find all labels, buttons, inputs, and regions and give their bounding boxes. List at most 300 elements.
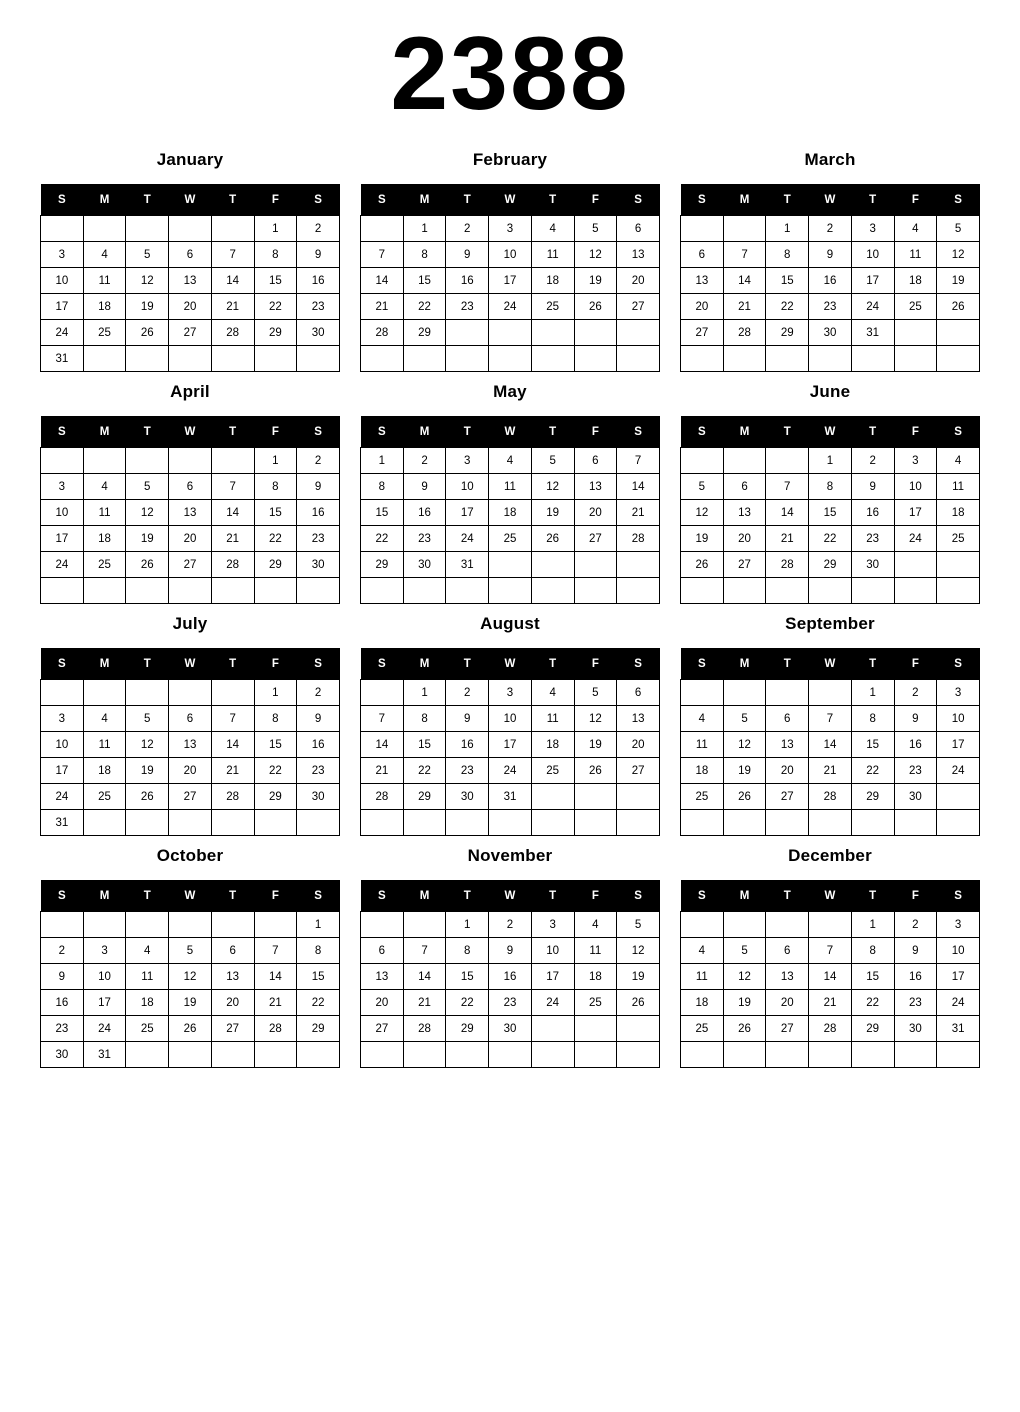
day-cell[interactable]: 24 [937,758,980,784]
day-cell[interactable]: 26 [937,294,980,320]
day-cell[interactable]: 29 [766,320,809,346]
day-cell[interactable]: 17 [531,964,574,990]
day-cell[interactable]: 11 [681,964,724,990]
day-cell[interactable]: 8 [766,242,809,268]
day-cell[interactable]: 22 [851,758,894,784]
day-cell[interactable]: 20 [723,526,766,552]
day-cell[interactable]: 1 [446,912,489,938]
day-cell[interactable]: 3 [937,912,980,938]
day-cell[interactable]: 3 [83,938,126,964]
day-cell[interactable]: 25 [531,294,574,320]
day-cell[interactable]: 17 [41,758,84,784]
day-cell[interactable]: 10 [937,706,980,732]
day-cell[interactable]: 28 [403,1016,446,1042]
day-cell[interactable]: 13 [211,964,254,990]
day-cell[interactable]: 28 [361,784,404,810]
day-cell[interactable]: 3 [489,216,532,242]
day-cell[interactable]: 16 [894,732,937,758]
day-cell[interactable]: 30 [446,784,489,810]
day-cell[interactable]: 20 [211,990,254,1016]
day-cell[interactable]: 10 [851,242,894,268]
day-cell[interactable]: 16 [894,964,937,990]
day-cell[interactable]: 4 [937,448,980,474]
day-cell[interactable]: 26 [681,552,724,578]
day-cell[interactable]: 18 [83,758,126,784]
day-cell[interactable]: 15 [403,268,446,294]
day-cell[interactable]: 5 [574,680,617,706]
day-cell[interactable]: 25 [126,1016,169,1042]
day-cell[interactable]: 4 [83,706,126,732]
day-cell[interactable]: 22 [446,990,489,1016]
day-cell[interactable]: 15 [851,964,894,990]
day-cell[interactable]: 16 [809,268,852,294]
day-cell[interactable]: 3 [489,680,532,706]
day-cell[interactable]: 6 [169,706,212,732]
day-cell[interactable]: 18 [83,294,126,320]
day-cell[interactable]: 16 [851,500,894,526]
day-cell[interactable]: 14 [809,732,852,758]
day-cell[interactable]: 1 [254,448,297,474]
day-cell[interactable]: 26 [574,758,617,784]
day-cell[interactable]: 12 [574,706,617,732]
day-cell[interactable]: 25 [83,320,126,346]
day-cell[interactable]: 12 [126,500,169,526]
day-cell[interactable]: 23 [297,758,340,784]
day-cell[interactable]: 18 [937,500,980,526]
day-cell[interactable]: 6 [723,474,766,500]
day-cell[interactable]: 11 [83,500,126,526]
day-cell[interactable]: 27 [169,320,212,346]
day-cell[interactable]: 19 [126,526,169,552]
day-cell[interactable]: 19 [531,500,574,526]
day-cell[interactable]: 8 [254,474,297,500]
day-cell[interactable]: 14 [766,500,809,526]
day-cell[interactable]: 11 [894,242,937,268]
day-cell[interactable]: 5 [126,242,169,268]
day-cell[interactable]: 3 [41,706,84,732]
day-cell[interactable]: 21 [254,990,297,1016]
day-cell[interactable]: 15 [403,732,446,758]
day-cell[interactable]: 25 [531,758,574,784]
day-cell[interactable]: 4 [681,938,724,964]
day-cell[interactable]: 27 [766,784,809,810]
day-cell[interactable]: 18 [83,526,126,552]
day-cell[interactable]: 14 [211,268,254,294]
day-cell[interactable]: 11 [937,474,980,500]
day-cell[interactable]: 27 [617,294,660,320]
day-cell[interactable]: 30 [894,1016,937,1042]
day-cell[interactable]: 15 [809,500,852,526]
day-cell[interactable]: 24 [937,990,980,1016]
day-cell[interactable]: 12 [126,732,169,758]
day-cell[interactable]: 13 [723,500,766,526]
day-cell[interactable]: 2 [297,448,340,474]
day-cell[interactable]: 24 [41,320,84,346]
day-cell[interactable]: 25 [83,784,126,810]
day-cell[interactable]: 28 [809,784,852,810]
day-cell[interactable]: 19 [681,526,724,552]
day-cell[interactable]: 30 [809,320,852,346]
day-cell[interactable]: 31 [937,1016,980,1042]
day-cell[interactable]: 15 [297,964,340,990]
day-cell[interactable]: 19 [126,758,169,784]
day-cell[interactable]: 20 [169,294,212,320]
day-cell[interactable]: 17 [851,268,894,294]
day-cell[interactable]: 8 [297,938,340,964]
day-cell[interactable]: 26 [617,990,660,1016]
day-cell[interactable]: 10 [41,732,84,758]
day-cell[interactable]: 29 [403,784,446,810]
day-cell[interactable]: 4 [489,448,532,474]
day-cell[interactable]: 23 [851,526,894,552]
day-cell[interactable]: 30 [297,784,340,810]
day-cell[interactable]: 26 [169,1016,212,1042]
day-cell[interactable]: 14 [403,964,446,990]
day-cell[interactable]: 29 [254,320,297,346]
day-cell[interactable]: 25 [681,1016,724,1042]
day-cell[interactable]: 12 [681,500,724,526]
day-cell[interactable]: 18 [489,500,532,526]
day-cell[interactable]: 16 [446,732,489,758]
day-cell[interactable]: 8 [403,242,446,268]
day-cell[interactable]: 9 [851,474,894,500]
day-cell[interactable]: 30 [41,1042,84,1068]
day-cell[interactable]: 8 [851,938,894,964]
day-cell[interactable]: 20 [681,294,724,320]
day-cell[interactable]: 27 [361,1016,404,1042]
day-cell[interactable]: 9 [297,474,340,500]
day-cell[interactable]: 15 [254,500,297,526]
day-cell[interactable]: 30 [403,552,446,578]
day-cell[interactable]: 1 [403,680,446,706]
day-cell[interactable]: 31 [41,346,84,372]
day-cell[interactable]: 31 [489,784,532,810]
day-cell[interactable]: 4 [574,912,617,938]
day-cell[interactable]: 9 [446,706,489,732]
day-cell[interactable]: 8 [254,242,297,268]
day-cell[interactable]: 10 [894,474,937,500]
day-cell[interactable]: 9 [41,964,84,990]
day-cell[interactable]: 9 [894,938,937,964]
day-cell[interactable]: 17 [83,990,126,1016]
day-cell[interactable]: 23 [894,758,937,784]
day-cell[interactable]: 21 [617,500,660,526]
day-cell[interactable]: 17 [41,294,84,320]
day-cell[interactable]: 5 [723,938,766,964]
day-cell[interactable]: 2 [446,216,489,242]
day-cell[interactable]: 30 [894,784,937,810]
day-cell[interactable]: 2 [809,216,852,242]
day-cell[interactable]: 10 [531,938,574,964]
day-cell[interactable]: 11 [489,474,532,500]
day-cell[interactable]: 23 [809,294,852,320]
day-cell[interactable]: 2 [489,912,532,938]
day-cell[interactable]: 2 [403,448,446,474]
day-cell[interactable]: 7 [211,706,254,732]
day-cell[interactable]: 13 [681,268,724,294]
day-cell[interactable]: 25 [894,294,937,320]
day-cell[interactable]: 17 [41,526,84,552]
day-cell[interactable]: 12 [723,732,766,758]
day-cell[interactable]: 14 [809,964,852,990]
day-cell[interactable]: 7 [723,242,766,268]
day-cell[interactable]: 10 [83,964,126,990]
day-cell[interactable]: 6 [617,680,660,706]
day-cell[interactable]: 3 [531,912,574,938]
day-cell[interactable]: 29 [403,320,446,346]
day-cell[interactable]: 22 [403,758,446,784]
day-cell[interactable]: 1 [851,680,894,706]
day-cell[interactable]: 18 [531,732,574,758]
day-cell[interactable]: 25 [937,526,980,552]
day-cell[interactable]: 1 [361,448,404,474]
day-cell[interactable]: 27 [766,1016,809,1042]
day-cell[interactable]: 15 [766,268,809,294]
day-cell[interactable]: 28 [254,1016,297,1042]
day-cell[interactable]: 4 [83,474,126,500]
day-cell[interactable]: 17 [489,268,532,294]
day-cell[interactable]: 24 [446,526,489,552]
day-cell[interactable]: 27 [169,552,212,578]
day-cell[interactable]: 29 [297,1016,340,1042]
day-cell[interactable]: 15 [361,500,404,526]
day-cell[interactable]: 6 [169,242,212,268]
day-cell[interactable]: 20 [766,758,809,784]
day-cell[interactable]: 18 [531,268,574,294]
day-cell[interactable]: 8 [809,474,852,500]
day-cell[interactable]: 25 [489,526,532,552]
day-cell[interactable]: 5 [937,216,980,242]
day-cell[interactable]: 18 [126,990,169,1016]
day-cell[interactable]: 8 [851,706,894,732]
day-cell[interactable]: 22 [254,294,297,320]
day-cell[interactable]: 21 [809,990,852,1016]
day-cell[interactable]: 9 [446,242,489,268]
day-cell[interactable]: 30 [489,1016,532,1042]
day-cell[interactable]: 11 [531,242,574,268]
day-cell[interactable]: 26 [723,784,766,810]
day-cell[interactable]: 3 [446,448,489,474]
day-cell[interactable]: 1 [254,216,297,242]
day-cell[interactable]: 4 [126,938,169,964]
day-cell[interactable]: 20 [169,526,212,552]
day-cell[interactable]: 12 [574,242,617,268]
day-cell[interactable]: 25 [83,552,126,578]
day-cell[interactable]: 6 [361,938,404,964]
day-cell[interactable]: 21 [361,758,404,784]
day-cell[interactable]: 20 [169,758,212,784]
day-cell[interactable]: 29 [446,1016,489,1042]
day-cell[interactable]: 14 [617,474,660,500]
day-cell[interactable]: 29 [851,1016,894,1042]
day-cell[interactable]: 15 [254,732,297,758]
day-cell[interactable]: 15 [446,964,489,990]
day-cell[interactable]: 4 [83,242,126,268]
day-cell[interactable]: 23 [446,758,489,784]
day-cell[interactable]: 4 [531,216,574,242]
day-cell[interactable]: 9 [489,938,532,964]
day-cell[interactable]: 17 [937,964,980,990]
day-cell[interactable]: 31 [446,552,489,578]
day-cell[interactable]: 23 [894,990,937,1016]
day-cell[interactable]: 27 [617,758,660,784]
day-cell[interactable]: 14 [211,732,254,758]
day-cell[interactable]: 5 [126,474,169,500]
day-cell[interactable]: 23 [41,1016,84,1042]
day-cell[interactable]: 2 [297,216,340,242]
day-cell[interactable]: 8 [254,706,297,732]
day-cell[interactable]: 27 [169,784,212,810]
day-cell[interactable]: 1 [766,216,809,242]
day-cell[interactable]: 12 [723,964,766,990]
day-cell[interactable]: 26 [126,320,169,346]
day-cell[interactable]: 22 [403,294,446,320]
day-cell[interactable]: 24 [41,552,84,578]
day-cell[interactable]: 20 [617,732,660,758]
day-cell[interactable]: 7 [361,706,404,732]
day-cell[interactable]: 19 [617,964,660,990]
day-cell[interactable]: 9 [297,242,340,268]
day-cell[interactable]: 30 [851,552,894,578]
day-cell[interactable]: 24 [894,526,937,552]
day-cell[interactable]: 29 [851,784,894,810]
day-cell[interactable]: 6 [617,216,660,242]
day-cell[interactable]: 2 [894,912,937,938]
day-cell[interactable]: 21 [211,294,254,320]
day-cell[interactable]: 12 [126,268,169,294]
day-cell[interactable]: 3 [41,242,84,268]
day-cell[interactable]: 12 [617,938,660,964]
day-cell[interactable]: 18 [681,758,724,784]
day-cell[interactable]: 7 [766,474,809,500]
day-cell[interactable]: 10 [489,706,532,732]
day-cell[interactable]: 20 [766,990,809,1016]
day-cell[interactable]: 12 [937,242,980,268]
day-cell[interactable]: 21 [809,758,852,784]
day-cell[interactable]: 11 [531,706,574,732]
day-cell[interactable]: 16 [403,500,446,526]
day-cell[interactable]: 21 [766,526,809,552]
day-cell[interactable]: 31 [83,1042,126,1068]
day-cell[interactable]: 26 [574,294,617,320]
day-cell[interactable]: 12 [531,474,574,500]
day-cell[interactable]: 16 [489,964,532,990]
day-cell[interactable]: 25 [574,990,617,1016]
day-cell[interactable]: 7 [617,448,660,474]
day-cell[interactable]: 29 [254,784,297,810]
day-cell[interactable]: 27 [723,552,766,578]
day-cell[interactable]: 14 [254,964,297,990]
day-cell[interactable]: 7 [361,242,404,268]
day-cell[interactable]: 26 [723,1016,766,1042]
day-cell[interactable]: 10 [41,500,84,526]
day-cell[interactable]: 28 [809,1016,852,1042]
day-cell[interactable]: 31 [41,810,84,836]
day-cell[interactable]: 13 [169,732,212,758]
day-cell[interactable]: 27 [681,320,724,346]
day-cell[interactable]: 28 [617,526,660,552]
day-cell[interactable]: 4 [681,706,724,732]
day-cell[interactable]: 15 [851,732,894,758]
day-cell[interactable]: 16 [297,500,340,526]
day-cell[interactable]: 14 [361,732,404,758]
day-cell[interactable]: 2 [894,680,937,706]
day-cell[interactable]: 24 [489,294,532,320]
day-cell[interactable]: 5 [531,448,574,474]
day-cell[interactable]: 6 [766,938,809,964]
day-cell[interactable]: 28 [211,784,254,810]
day-cell[interactable]: 7 [809,938,852,964]
day-cell[interactable]: 9 [297,706,340,732]
day-cell[interactable]: 10 [41,268,84,294]
day-cell[interactable]: 19 [574,732,617,758]
day-cell[interactable]: 24 [489,758,532,784]
day-cell[interactable]: 18 [681,990,724,1016]
day-cell[interactable]: 2 [41,938,84,964]
day-cell[interactable]: 6 [169,474,212,500]
day-cell[interactable]: 21 [723,294,766,320]
day-cell[interactable]: 5 [723,706,766,732]
day-cell[interactable]: 20 [574,500,617,526]
day-cell[interactable]: 2 [851,448,894,474]
day-cell[interactable]: 8 [446,938,489,964]
day-cell[interactable]: 30 [297,552,340,578]
day-cell[interactable]: 5 [574,216,617,242]
day-cell[interactable]: 11 [83,268,126,294]
day-cell[interactable]: 5 [617,912,660,938]
day-cell[interactable]: 18 [574,964,617,990]
day-cell[interactable]: 13 [361,964,404,990]
day-cell[interactable]: 1 [297,912,340,938]
day-cell[interactable]: 24 [531,990,574,1016]
day-cell[interactable]: 20 [617,268,660,294]
day-cell[interactable]: 25 [681,784,724,810]
day-cell[interactable]: 3 [894,448,937,474]
day-cell[interactable]: 1 [403,216,446,242]
day-cell[interactable]: 19 [169,990,212,1016]
day-cell[interactable]: 23 [297,526,340,552]
day-cell[interactable]: 21 [211,526,254,552]
day-cell[interactable]: 28 [211,320,254,346]
day-cell[interactable]: 23 [403,526,446,552]
day-cell[interactable]: 14 [211,500,254,526]
day-cell[interactable]: 14 [723,268,766,294]
day-cell[interactable]: 2 [446,680,489,706]
day-cell[interactable]: 11 [681,732,724,758]
day-cell[interactable]: 16 [297,268,340,294]
day-cell[interactable]: 10 [489,242,532,268]
day-cell[interactable]: 17 [894,500,937,526]
day-cell[interactable]: 13 [766,732,809,758]
day-cell[interactable]: 8 [361,474,404,500]
day-cell[interactable]: 7 [809,706,852,732]
day-cell[interactable]: 7 [211,474,254,500]
day-cell[interactable]: 22 [254,526,297,552]
day-cell[interactable]: 10 [937,938,980,964]
day-cell[interactable]: 9 [894,706,937,732]
day-cell[interactable]: 1 [254,680,297,706]
day-cell[interactable]: 21 [403,990,446,1016]
day-cell[interactable]: 16 [446,268,489,294]
day-cell[interactable]: 3 [41,474,84,500]
day-cell[interactable]: 26 [126,552,169,578]
day-cell[interactable]: 13 [617,706,660,732]
day-cell[interactable]: 6 [766,706,809,732]
day-cell[interactable]: 1 [809,448,852,474]
day-cell[interactable]: 11 [126,964,169,990]
day-cell[interactable]: 14 [361,268,404,294]
day-cell[interactable]: 13 [169,268,212,294]
